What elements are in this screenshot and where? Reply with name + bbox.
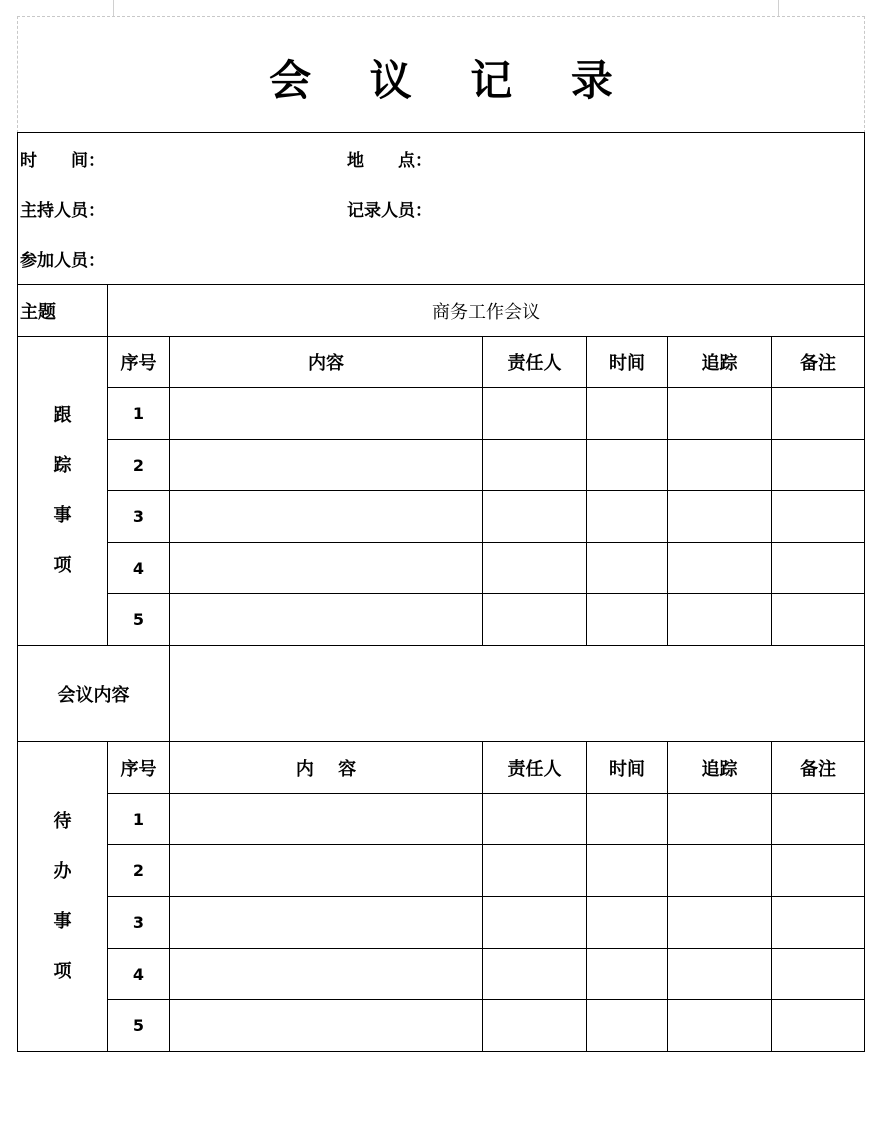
meeting-content-label: 会议内容 — [18, 646, 170, 742]
cell[interactable] — [772, 388, 865, 440]
table-row — [18, 543, 865, 594]
cell[interactable] — [587, 594, 668, 646]
tracking-row-index: 2 — [108, 440, 170, 491]
table-row — [18, 594, 865, 646]
tracking-row-index: 3 — [108, 491, 170, 543]
table-row — [18, 388, 865, 440]
tracking-side-char: 跟 — [53, 405, 72, 426]
todo-side-char: 事 — [53, 910, 72, 932]
cell[interactable] — [483, 845, 587, 897]
tracking-row-index: 5 — [108, 594, 170, 646]
tracking-row-index: 1 — [108, 388, 170, 440]
cell[interactable] — [170, 440, 483, 491]
info-block — [18, 133, 865, 285]
cell[interactable] — [170, 388, 483, 440]
host-label: 主持人员： — [20, 201, 105, 221]
todo-header-index: 序号 — [108, 742, 170, 794]
todo-row-index: 3 — [108, 897, 170, 949]
cell[interactable] — [483, 388, 587, 440]
tracking-row-index: 4 — [108, 543, 170, 594]
tracking-header-index: 序号 — [108, 337, 170, 388]
cell[interactable] — [668, 949, 772, 1000]
cell[interactable] — [483, 594, 587, 646]
todo-side-char: 项 — [53, 960, 72, 982]
cell[interactable] — [668, 388, 772, 440]
todo-row-index: 1 — [108, 794, 170, 845]
todo-row-index: 5 — [108, 1000, 170, 1052]
tracking-side-char: 项 — [53, 555, 72, 576]
cell[interactable] — [483, 543, 587, 594]
cell[interactable] — [587, 897, 668, 949]
place-label: 地 点： — [347, 151, 432, 171]
cell[interactable] — [170, 897, 483, 949]
page-guide-left — [113, 0, 114, 16]
cell[interactable] — [772, 440, 865, 491]
topic-value[interactable]: 商务工作会议 — [108, 285, 865, 337]
table-row — [18, 845, 865, 897]
tracking-header-content: 内容 — [170, 337, 483, 388]
todo-header-content: 内 容 — [170, 742, 483, 794]
cell[interactable] — [483, 491, 587, 543]
cell[interactable] — [772, 543, 865, 594]
cell[interactable] — [668, 543, 772, 594]
page-guide-right — [778, 0, 779, 16]
cell[interactable] — [772, 794, 865, 845]
tracking-side-label — [18, 337, 108, 646]
cell[interactable] — [587, 794, 668, 845]
topic-label: 主题 — [18, 285, 108, 337]
todo-header-note: 备注 — [772, 742, 865, 794]
todo-header-track: 追踪 — [668, 742, 772, 794]
cell[interactable] — [170, 949, 483, 1000]
participants-label: 参加人员： — [20, 251, 105, 271]
cell[interactable] — [668, 594, 772, 646]
table-row — [18, 897, 865, 949]
cell[interactable] — [483, 897, 587, 949]
todo-side-label — [18, 742, 108, 1052]
cell[interactable] — [170, 491, 483, 543]
cell[interactable] — [587, 949, 668, 1000]
cell[interactable] — [668, 794, 772, 845]
page-title: 会 议 记 录 — [269, 56, 635, 105]
meeting-record-table — [17, 132, 865, 1052]
cell[interactable] — [668, 440, 772, 491]
todo-side-char: 待 — [53, 810, 72, 832]
cell[interactable] — [170, 1000, 483, 1052]
cell[interactable] — [587, 543, 668, 594]
meeting-content-value[interactable] — [170, 646, 865, 742]
todo-side-char: 办 — [53, 860, 72, 882]
cell[interactable] — [483, 1000, 587, 1052]
cell[interactable] — [483, 794, 587, 845]
tracking-header-note: 备注 — [772, 337, 865, 388]
tracking-header-owner: 责任人 — [483, 337, 587, 388]
cell[interactable] — [668, 897, 772, 949]
table-row — [18, 949, 865, 1000]
table-row — [18, 794, 865, 845]
cell[interactable] — [587, 388, 668, 440]
table-row — [18, 1000, 865, 1052]
cell[interactable] — [170, 543, 483, 594]
cell[interactable] — [668, 845, 772, 897]
cell[interactable] — [772, 949, 865, 1000]
cell[interactable] — [483, 440, 587, 491]
cell[interactable] — [668, 1000, 772, 1052]
cell[interactable] — [587, 440, 668, 491]
recorder-label: 记录人员： — [347, 201, 432, 221]
cell[interactable] — [772, 845, 865, 897]
cell[interactable] — [587, 1000, 668, 1052]
cell[interactable] — [668, 491, 772, 543]
todo-row-index: 4 — [108, 949, 170, 1000]
cell[interactable] — [772, 897, 865, 949]
cell[interactable] — [587, 845, 668, 897]
time-label: 时 间： — [20, 151, 105, 171]
tracking-header-track: 追踪 — [668, 337, 772, 388]
cell[interactable] — [170, 845, 483, 897]
cell[interactable] — [587, 491, 668, 543]
cell[interactable] — [772, 594, 865, 646]
todo-header-time: 时间 — [587, 742, 668, 794]
table-row — [18, 491, 865, 543]
cell[interactable] — [772, 1000, 865, 1052]
table-row — [18, 440, 865, 491]
cell[interactable] — [483, 949, 587, 1000]
cell[interactable] — [170, 794, 483, 845]
cell[interactable] — [170, 594, 483, 646]
cell[interactable] — [772, 491, 865, 543]
tracking-side-char: 踪 — [53, 455, 72, 476]
tracking-side-char: 事 — [53, 505, 72, 526]
todo-header-owner: 责任人 — [483, 742, 587, 794]
tracking-header-time: 时间 — [587, 337, 668, 388]
todo-row-index: 2 — [108, 845, 170, 897]
